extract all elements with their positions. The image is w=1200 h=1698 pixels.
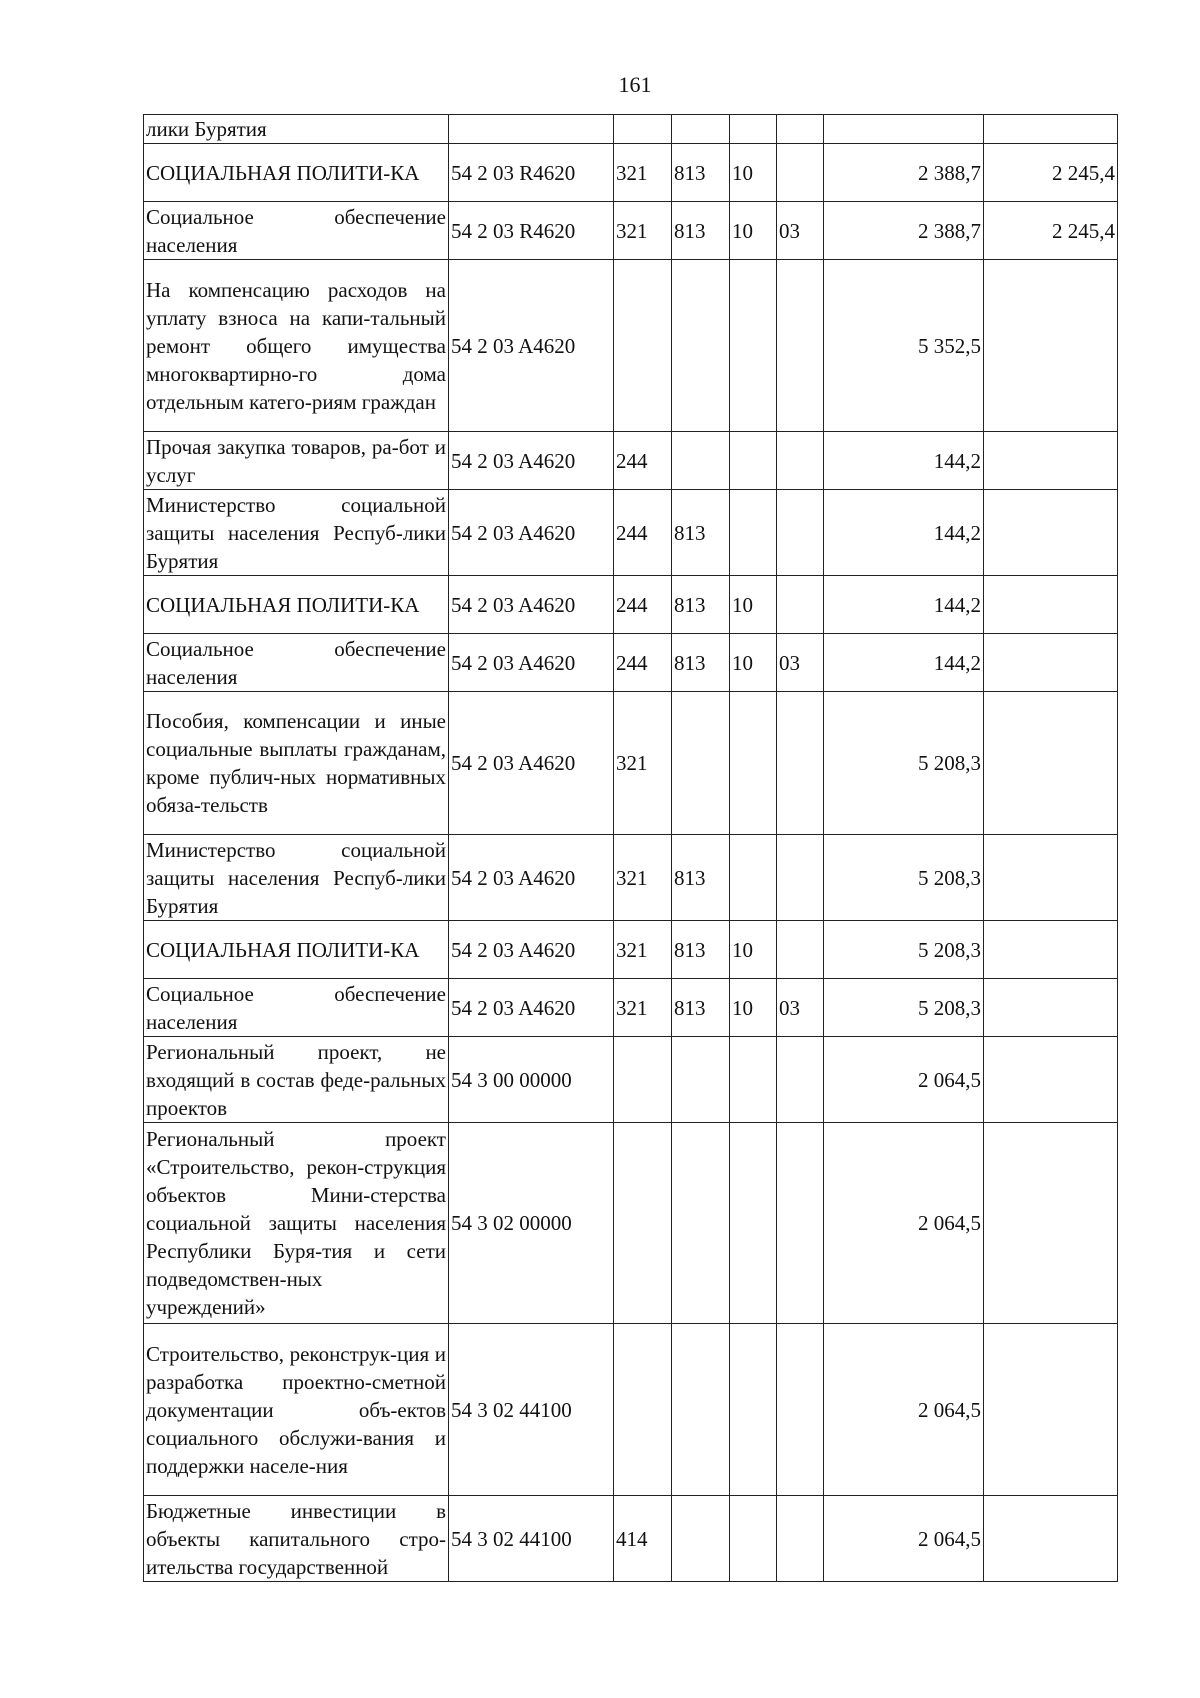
amount-2-cell bbox=[984, 921, 1118, 979]
administrator-code-cell: 813 bbox=[672, 921, 730, 979]
target-article-cell: 54 2 03 A4620 bbox=[449, 692, 614, 835]
administrator-code-cell: 813 bbox=[672, 979, 730, 1037]
amount-1-cell: 2 064,5 bbox=[824, 1496, 984, 1582]
row-name-cell: СОЦИАЛЬНАЯ ПОЛИТИ-КА bbox=[144, 921, 449, 979]
amount-2-cell bbox=[984, 576, 1118, 634]
administrator-code-cell bbox=[672, 1324, 730, 1496]
table-body bbox=[144, 115, 1118, 1582]
table-row bbox=[144, 115, 1118, 144]
amount-1-cell: 5 352,5 bbox=[824, 260, 984, 432]
expense-type-cell: 321 bbox=[614, 835, 672, 921]
amount-1-cell: 2 388,7 bbox=[824, 202, 984, 260]
expense-type-cell: 414 bbox=[614, 1496, 672, 1582]
amount-1-cell: 5 208,3 bbox=[824, 692, 984, 835]
target-article-cell: 54 3 00 00000 bbox=[449, 1037, 614, 1123]
table-row bbox=[144, 634, 1118, 692]
table-row bbox=[144, 432, 1118, 490]
administrator-code-cell bbox=[672, 432, 730, 490]
administrator-code-cell bbox=[672, 1037, 730, 1123]
amount-2-cell bbox=[984, 634, 1118, 692]
target-article-cell: 54 2 03 A4620 bbox=[449, 835, 614, 921]
target-article-cell: 54 3 02 44100 bbox=[449, 1324, 614, 1496]
subsection-cell: 03 bbox=[777, 979, 824, 1037]
section-cell bbox=[730, 1037, 777, 1123]
amount-2-cell bbox=[984, 432, 1118, 490]
subsection-cell bbox=[777, 1324, 824, 1496]
administrator-code-cell: 813 bbox=[672, 490, 730, 576]
section-cell: 10 bbox=[730, 921, 777, 979]
administrator-code-cell bbox=[672, 1496, 730, 1582]
table-row bbox=[144, 1324, 1118, 1496]
table-row bbox=[144, 1037, 1118, 1123]
target-article-cell: 54 2 03 A4620 bbox=[449, 490, 614, 576]
table-row bbox=[144, 490, 1118, 576]
row-name-cell: Пособия, компенсации и иные социальные выплаты гражданам, кроме публич-ных нормативных обяза-тельств bbox=[144, 692, 449, 835]
subsection-cell bbox=[777, 1037, 824, 1123]
administrator-code-cell bbox=[672, 115, 730, 144]
expense-type-cell: 244 bbox=[614, 432, 672, 490]
row-name-cell: Бюджетные инвестиции в объекты капитального стро-ительства государственной bbox=[144, 1496, 449, 1582]
subsection-cell: 03 bbox=[777, 634, 824, 692]
page-number: 161 bbox=[618, 72, 652, 97]
target-article-cell: 54 2 03 R4620 bbox=[449, 202, 614, 260]
section-cell bbox=[730, 1496, 777, 1582]
table-row bbox=[144, 144, 1118, 202]
section-cell bbox=[730, 432, 777, 490]
amount-2-cell bbox=[984, 692, 1118, 835]
amount-2-cell bbox=[984, 835, 1118, 921]
row-name-cell: Региональный проект «Строительство, рекон-струкция объектов Мини-стерства социальной защиты населения Республики Буря-тия и сети подведомствен-ных учреждений» bbox=[144, 1123, 449, 1324]
target-article-cell: 54 2 03 R4620 bbox=[449, 144, 614, 202]
administrator-code-cell: 813 bbox=[672, 202, 730, 260]
amount-2-cell bbox=[984, 115, 1118, 144]
amount-1-cell bbox=[824, 115, 984, 144]
target-article-cell: 54 3 02 44100 bbox=[449, 1496, 614, 1582]
subsection-cell bbox=[777, 1123, 824, 1324]
amount-1-cell: 2 064,5 bbox=[824, 1324, 984, 1496]
target-article-cell: 54 2 03 A4620 bbox=[449, 576, 614, 634]
subsection-cell bbox=[777, 692, 824, 835]
subsection-cell bbox=[777, 835, 824, 921]
administrator-code-cell bbox=[672, 692, 730, 835]
subsection-cell bbox=[777, 1496, 824, 1582]
target-article-cell bbox=[449, 115, 614, 144]
section-cell bbox=[730, 260, 777, 432]
administrator-code-cell: 813 bbox=[672, 835, 730, 921]
expense-type-cell: 244 bbox=[614, 490, 672, 576]
target-article-cell: 54 3 02 00000 bbox=[449, 1123, 614, 1324]
row-name-cell: Министерство социальной защиты населения Респуб-лики Бурятия bbox=[144, 490, 449, 576]
table-row bbox=[144, 1496, 1118, 1582]
amount-1-cell: 5 208,3 bbox=[824, 979, 984, 1037]
amount-2-cell bbox=[984, 260, 1118, 432]
expense-type-cell bbox=[614, 1123, 672, 1324]
row-name-cell: Социальное обеспечение населения bbox=[144, 202, 449, 260]
amount-1-cell: 5 208,3 bbox=[824, 835, 984, 921]
amount-2-cell bbox=[984, 1123, 1118, 1324]
expense-type-cell bbox=[614, 260, 672, 432]
section-cell bbox=[730, 692, 777, 835]
amount-1-cell: 2 064,5 bbox=[824, 1037, 984, 1123]
table-row bbox=[144, 921, 1118, 979]
target-article-cell: 54 2 03 A4620 bbox=[449, 634, 614, 692]
section-cell: 10 bbox=[730, 144, 777, 202]
expense-type-cell: 244 bbox=[614, 576, 672, 634]
row-name-cell: Прочая закупка товаров, ра-бот и услуг bbox=[144, 432, 449, 490]
table-row bbox=[144, 576, 1118, 634]
target-article-cell: 54 2 03 A4620 bbox=[449, 260, 614, 432]
subsection-cell: 03 bbox=[777, 202, 824, 260]
section-cell: 10 bbox=[730, 576, 777, 634]
section-cell bbox=[730, 1123, 777, 1324]
amount-1-cell: 2 064,5 bbox=[824, 1123, 984, 1324]
row-name-cell: Региональный проект, не входящий в состав феде-ральных проектов bbox=[144, 1037, 449, 1123]
table-row bbox=[144, 260, 1118, 432]
administrator-code-cell: 813 bbox=[672, 144, 730, 202]
section-cell bbox=[730, 1324, 777, 1496]
administrator-code-cell: 813 bbox=[672, 576, 730, 634]
amount-2-cell bbox=[984, 1037, 1118, 1123]
section-cell bbox=[730, 115, 777, 144]
section-cell: 10 bbox=[730, 979, 777, 1037]
row-name-cell: Социальное обеспечение населения bbox=[144, 979, 449, 1037]
budget-table bbox=[143, 114, 1118, 1582]
subsection-cell bbox=[777, 144, 824, 202]
administrator-code-cell bbox=[672, 260, 730, 432]
row-name-cell: лики Бурятия bbox=[144, 115, 449, 144]
amount-2-cell: 2 245,4 bbox=[984, 202, 1118, 260]
table-row bbox=[144, 1123, 1118, 1324]
expense-type-cell: 321 bbox=[614, 202, 672, 260]
section-cell bbox=[730, 490, 777, 576]
section-cell: 10 bbox=[730, 202, 777, 260]
subsection-cell bbox=[777, 576, 824, 634]
amount-1-cell: 144,2 bbox=[824, 576, 984, 634]
expense-type-cell: 321 bbox=[614, 144, 672, 202]
subsection-cell bbox=[777, 115, 824, 144]
amount-2-cell bbox=[984, 1324, 1118, 1496]
amount-2-cell bbox=[984, 490, 1118, 576]
amount-2-cell bbox=[984, 979, 1118, 1037]
amount-1-cell: 144,2 bbox=[824, 634, 984, 692]
amount-1-cell: 144,2 bbox=[824, 490, 984, 576]
administrator-code-cell: 813 bbox=[672, 634, 730, 692]
subsection-cell bbox=[777, 921, 824, 979]
subsection-cell bbox=[777, 260, 824, 432]
expense-type-cell: 321 bbox=[614, 692, 672, 835]
row-name-cell: На компенсацию расходов на уплату взноса на капи-тальный ремонт общего имущества многоквартирно-го дома отдельным катего-риям граждан bbox=[144, 260, 449, 432]
amount-2-cell bbox=[984, 1496, 1118, 1582]
subsection-cell bbox=[777, 490, 824, 576]
amount-1-cell: 5 208,3 bbox=[824, 921, 984, 979]
row-name-cell: Социальное обеспечение населения bbox=[144, 634, 449, 692]
table-row bbox=[144, 692, 1118, 835]
target-article-cell: 54 2 03 A4620 bbox=[449, 979, 614, 1037]
expense-type-cell bbox=[614, 1037, 672, 1123]
expense-type-cell bbox=[614, 1324, 672, 1496]
section-cell: 10 bbox=[730, 634, 777, 692]
expense-type-cell: 321 bbox=[614, 921, 672, 979]
amount-2-cell: 2 245,4 bbox=[984, 144, 1118, 202]
row-name-cell: СОЦИАЛЬНАЯ ПОЛИТИ-КА bbox=[144, 576, 449, 634]
table-row bbox=[144, 979, 1118, 1037]
table-row bbox=[144, 835, 1118, 921]
subsection-cell bbox=[777, 432, 824, 490]
amount-1-cell: 2 388,7 bbox=[824, 144, 984, 202]
target-article-cell: 54 2 03 A4620 bbox=[449, 921, 614, 979]
table-row bbox=[144, 202, 1118, 260]
amount-1-cell: 144,2 bbox=[824, 432, 984, 490]
row-name-cell: Строительство, реконструк-ция и разработка проектно-сметной документации объ-ектов социального обслужи-вания и поддержки населе-ния bbox=[144, 1324, 449, 1496]
section-cell bbox=[730, 835, 777, 921]
expense-type-cell: 321 bbox=[614, 979, 672, 1037]
administrator-code-cell bbox=[672, 1123, 730, 1324]
row-name-cell: СОЦИАЛЬНАЯ ПОЛИТИ-КА bbox=[144, 144, 449, 202]
target-article-cell: 54 2 03 A4620 bbox=[449, 432, 614, 490]
expense-type-cell bbox=[614, 115, 672, 144]
row-name-cell: Министерство социальной защиты населения Респуб-лики Бурятия bbox=[144, 835, 449, 921]
expense-type-cell: 244 bbox=[614, 634, 672, 692]
